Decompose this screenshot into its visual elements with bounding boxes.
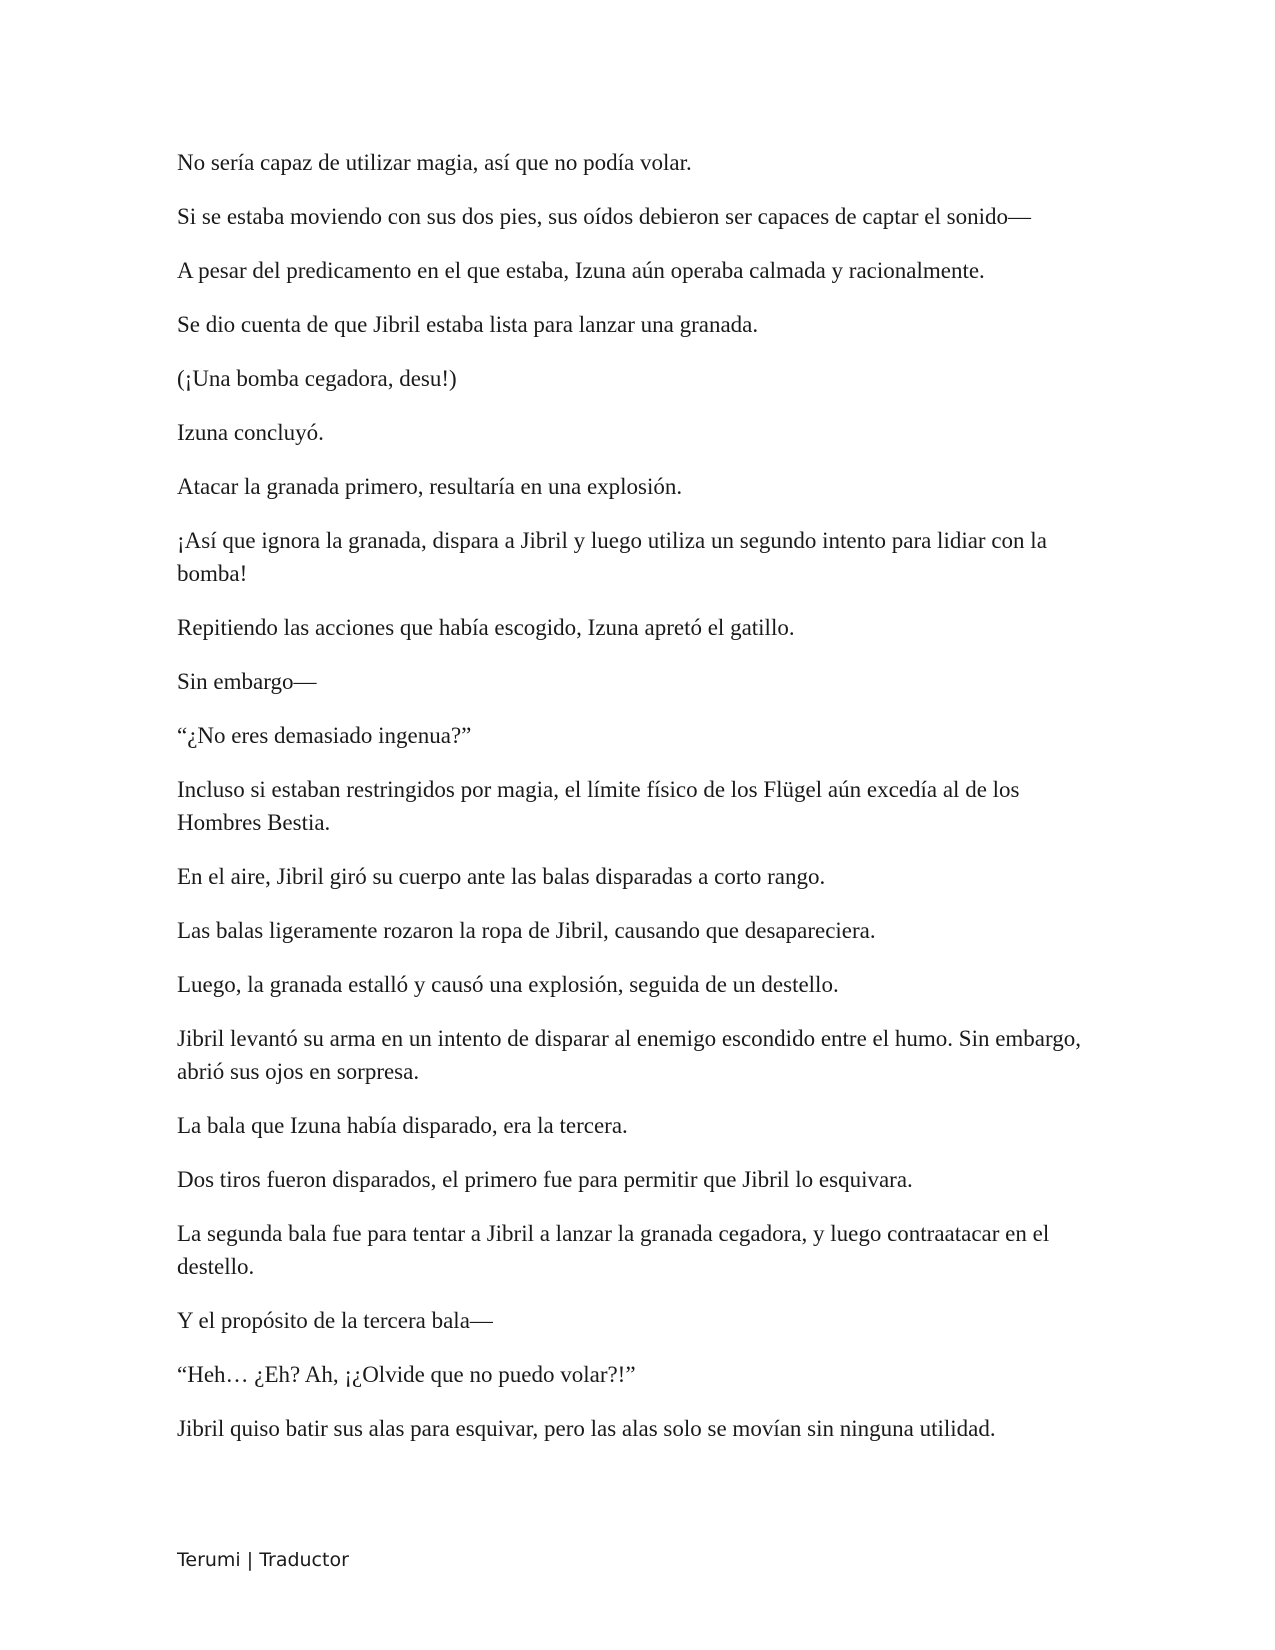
paragraph: Incluso si estaban restringidos por magia, el límite físico de los Flügel aún excedía al de los Hombres Bestia. — [177, 777, 1020, 835]
paragraph: Izuna concluyó. — [177, 420, 324, 445]
paragraph: Sin embargo— — [177, 669, 317, 694]
paragraph: Jibril quiso batir sus alas para esquivar, pero las alas solo se movían sin ninguna utilidad. — [177, 1416, 996, 1441]
paragraph: “¿No eres demasiado ingenua?” — [177, 723, 472, 748]
paragraph: (¡Una bomba cegadora, desu!) — [177, 366, 457, 391]
paragraph: A pesar del predicamento en el que estaba, Izuna aún operaba calmada y racionalmente. — [177, 258, 985, 283]
paragraph: “Heh… ¿Eh? Ah, ¡¿Olvide que no puedo volar?!” — [177, 1362, 636, 1387]
paragraph: Y el propósito de la tercera bala— — [177, 1308, 493, 1333]
paragraph: Las balas ligeramente rozaron la ropa de Jibril, causando que desapareciera. — [177, 918, 876, 943]
document-body — [177, 146, 1107, 1466]
paragraph: No sería capaz de utilizar magia, así que no podía volar. — [177, 150, 692, 175]
page-footer: Terumi | Traductor — [177, 1549, 349, 1571]
paragraph: La segunda bala fue para tentar a Jibril a lanzar la granada cegadora, y luego contraatacar en el destello. — [177, 1221, 1050, 1279]
paragraph: La bala que Izuna había disparado, era la tercera. — [177, 1113, 628, 1138]
paragraph: ¡Así que ignora la granada, dispara a Jibril y luego utiliza un segundo intento para lidiar con la bomba! — [177, 528, 1047, 586]
paragraph: Luego, la granada estalló y causó una explosión, seguida de un destello. — [177, 972, 839, 997]
paragraph: Repitiendo las acciones que había escogido, Izuna apretó el gatillo. — [177, 615, 795, 640]
paragraph: Dos tiros fueron disparados, el primero fue para permitir que Jibril lo esquivara. — [177, 1167, 913, 1192]
paragraph: Se dio cuenta de que Jibril estaba lista para lanzar una granada. — [177, 312, 759, 337]
paragraph: Jibril levantó su arma en un intento de disparar al enemigo escondido entre el humo. Sin embargo, abrió sus ojos en sorpresa. — [177, 1026, 1082, 1084]
paragraph: En el aire, Jibril giró su cuerpo ante las balas disparadas a corto rango. — [177, 864, 826, 889]
paragraph: Atacar la granada primero, resultaría en una explosión. — [177, 474, 683, 499]
paragraph: Si se estaba moviendo con sus dos pies, sus oídos debieron ser capaces de captar el sonido— — [177, 204, 1031, 229]
